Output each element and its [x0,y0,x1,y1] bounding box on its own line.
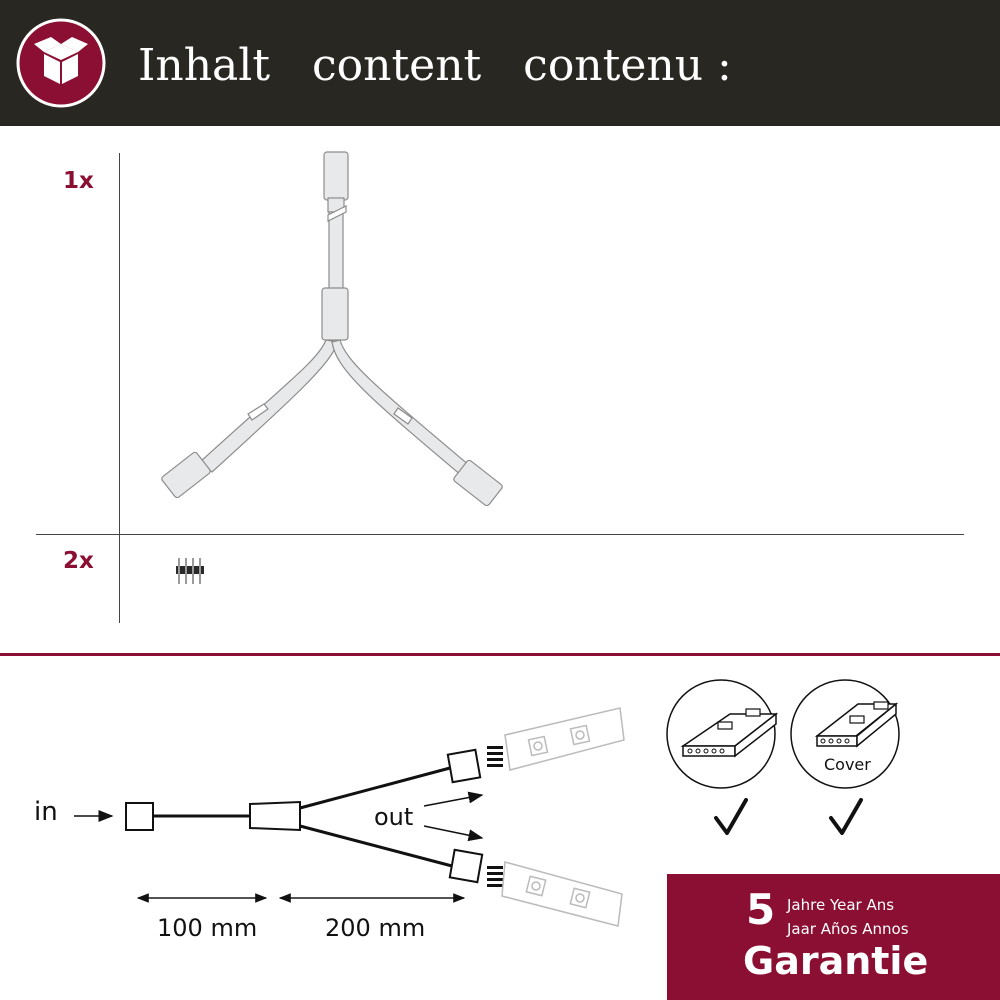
input-label: in [34,797,58,827]
checkmark-icon [716,800,746,833]
guarantee-years: 5 [746,885,776,934]
quantity-label: 2x [63,548,94,574]
checkmark-icon [831,800,861,833]
page-title: Inhalt content contenu : [138,40,732,91]
output-connector-icon [448,750,480,782]
guarantee-line: Jahre Year Ans [787,896,895,914]
output-connector-icon [450,850,482,882]
led-strip-icon [667,680,776,788]
guarantee-word: Garantie [743,939,929,983]
splitter-block-icon [250,802,300,830]
dimension-label: 200 mm [325,914,426,942]
guarantee-badge [667,874,1000,1000]
quantity-label: 1x [63,168,94,194]
cover-label: Cover [824,755,871,774]
guarantee-line: Jaar Años Annos [787,920,909,938]
output-label: out [374,803,414,831]
input-connector-icon [126,803,153,830]
dimension-label: 100 mm [157,914,258,942]
led-strip-icon [502,708,624,926]
